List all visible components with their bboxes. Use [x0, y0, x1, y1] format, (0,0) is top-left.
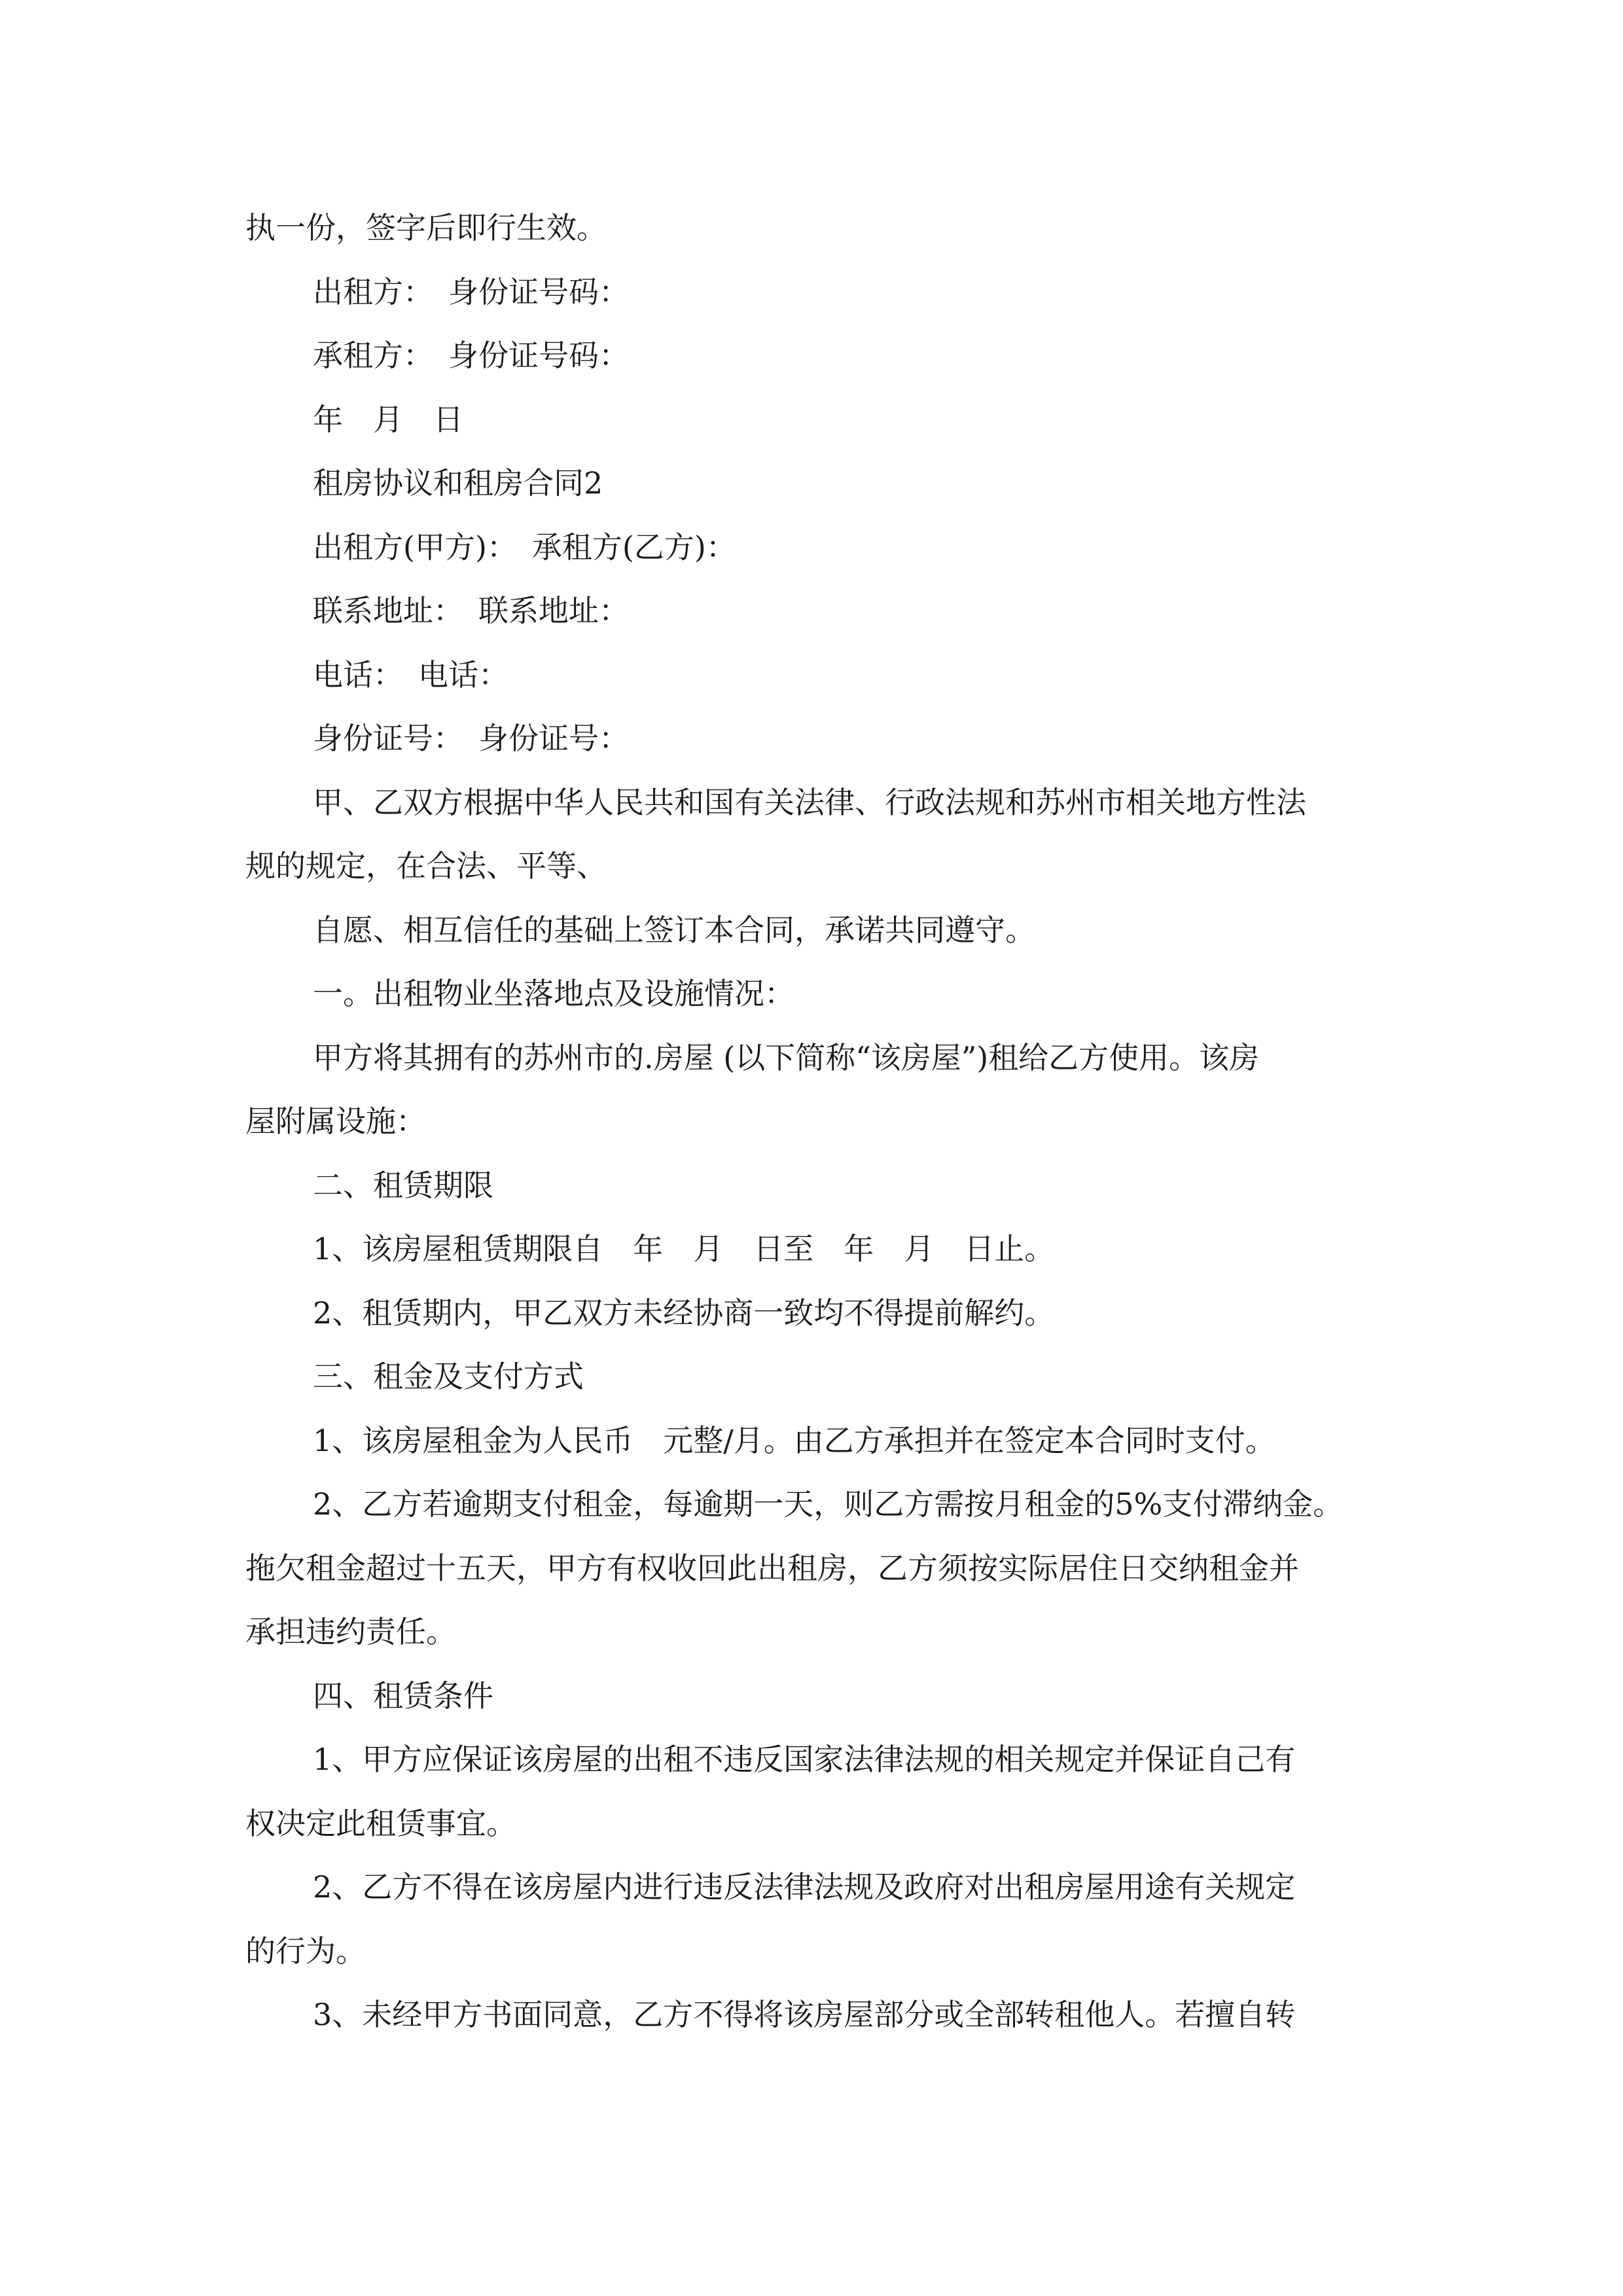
- text-line: 执一份，签字后即行生效。: [245, 210, 607, 245]
- text-line: 甲、乙双方根据中华人民共和国有关法律、行政法规和苏州市相关地方性法: [313, 784, 1306, 820]
- text-line: 屋附属设施：: [245, 1103, 426, 1139]
- contract-text: [245, 196, 1381, 2047]
- clause-heading: 四、租赁条件: [313, 1677, 493, 1713]
- text-line: 的行为。: [245, 1933, 366, 1969]
- text-line: 自愿、相互信任的基础上签订本合同，承诺共同遵守。: [313, 912, 1035, 948]
- text-line: 承担违约责任。: [245, 1614, 456, 1649]
- text-line: 1、该房屋租赁期限自 年 月 日至 年 月 日止。: [313, 1231, 1055, 1266]
- text-line: 拖欠租金超过十五天，甲方有权收回此出租房，乙方须按实际居住日交纳租金并: [245, 1550, 1299, 1586]
- text-line: 出租方(甲方)： 承租方(乙方)：: [313, 529, 736, 565]
- text-line: 3、未经甲方书面同意，乙方不得将该房屋部分或全部转租他人。若擅自转: [313, 1997, 1296, 2032]
- text-line: 1、该房屋租金为人民币 元整/月。由乙方承担并在签定本合同时支付。: [313, 1422, 1275, 1458]
- text-line: 2、乙方不得在该房屋内进行违反法律法规及政府对出租房屋用途有关规定: [313, 1869, 1296, 1905]
- text-line: 身份证号： 身份证号：: [313, 721, 629, 756]
- text-line: 2、乙方若逾期支付租金，每逾期一天，则乙方需按月租金的5%支付滞纳金。: [313, 1486, 1344, 1522]
- text-line: 出租方： 身份证号码：: [313, 274, 629, 310]
- text-line: 联系地址： 联系地址：: [313, 593, 629, 628]
- clause-heading: 一。出租物业坐落地点及设施情况：: [313, 976, 794, 1011]
- clause-heading: 三、租金及支付方式: [313, 1359, 584, 1394]
- text-line: 电话： 电话：: [313, 656, 508, 692]
- clause-heading: 二、租赁期限: [313, 1167, 493, 1203]
- text-line: 甲方将其拥有的苏州市的.房屋 (以下简称“该房屋”)租给乙方使用。该房: [313, 1039, 1260, 1075]
- text-line: 承租方： 身份证号码：: [313, 338, 629, 373]
- text-line: 年 月 日: [313, 401, 463, 437]
- text-line: 2、租赁期内，甲乙双方未经协商一致均不得提前解约。: [313, 1295, 1055, 1331]
- section-title: 租房协议和租房合同2: [313, 465, 603, 501]
- text-line: 1、甲方应保证该房屋的出租不违反国家法律法规的相关规定并保证自己有: [313, 1742, 1296, 1777]
- text-line: 权决定此租赁事宜。: [245, 1805, 516, 1841]
- text-line: 规的规定，在合法、平等、: [245, 848, 607, 884]
